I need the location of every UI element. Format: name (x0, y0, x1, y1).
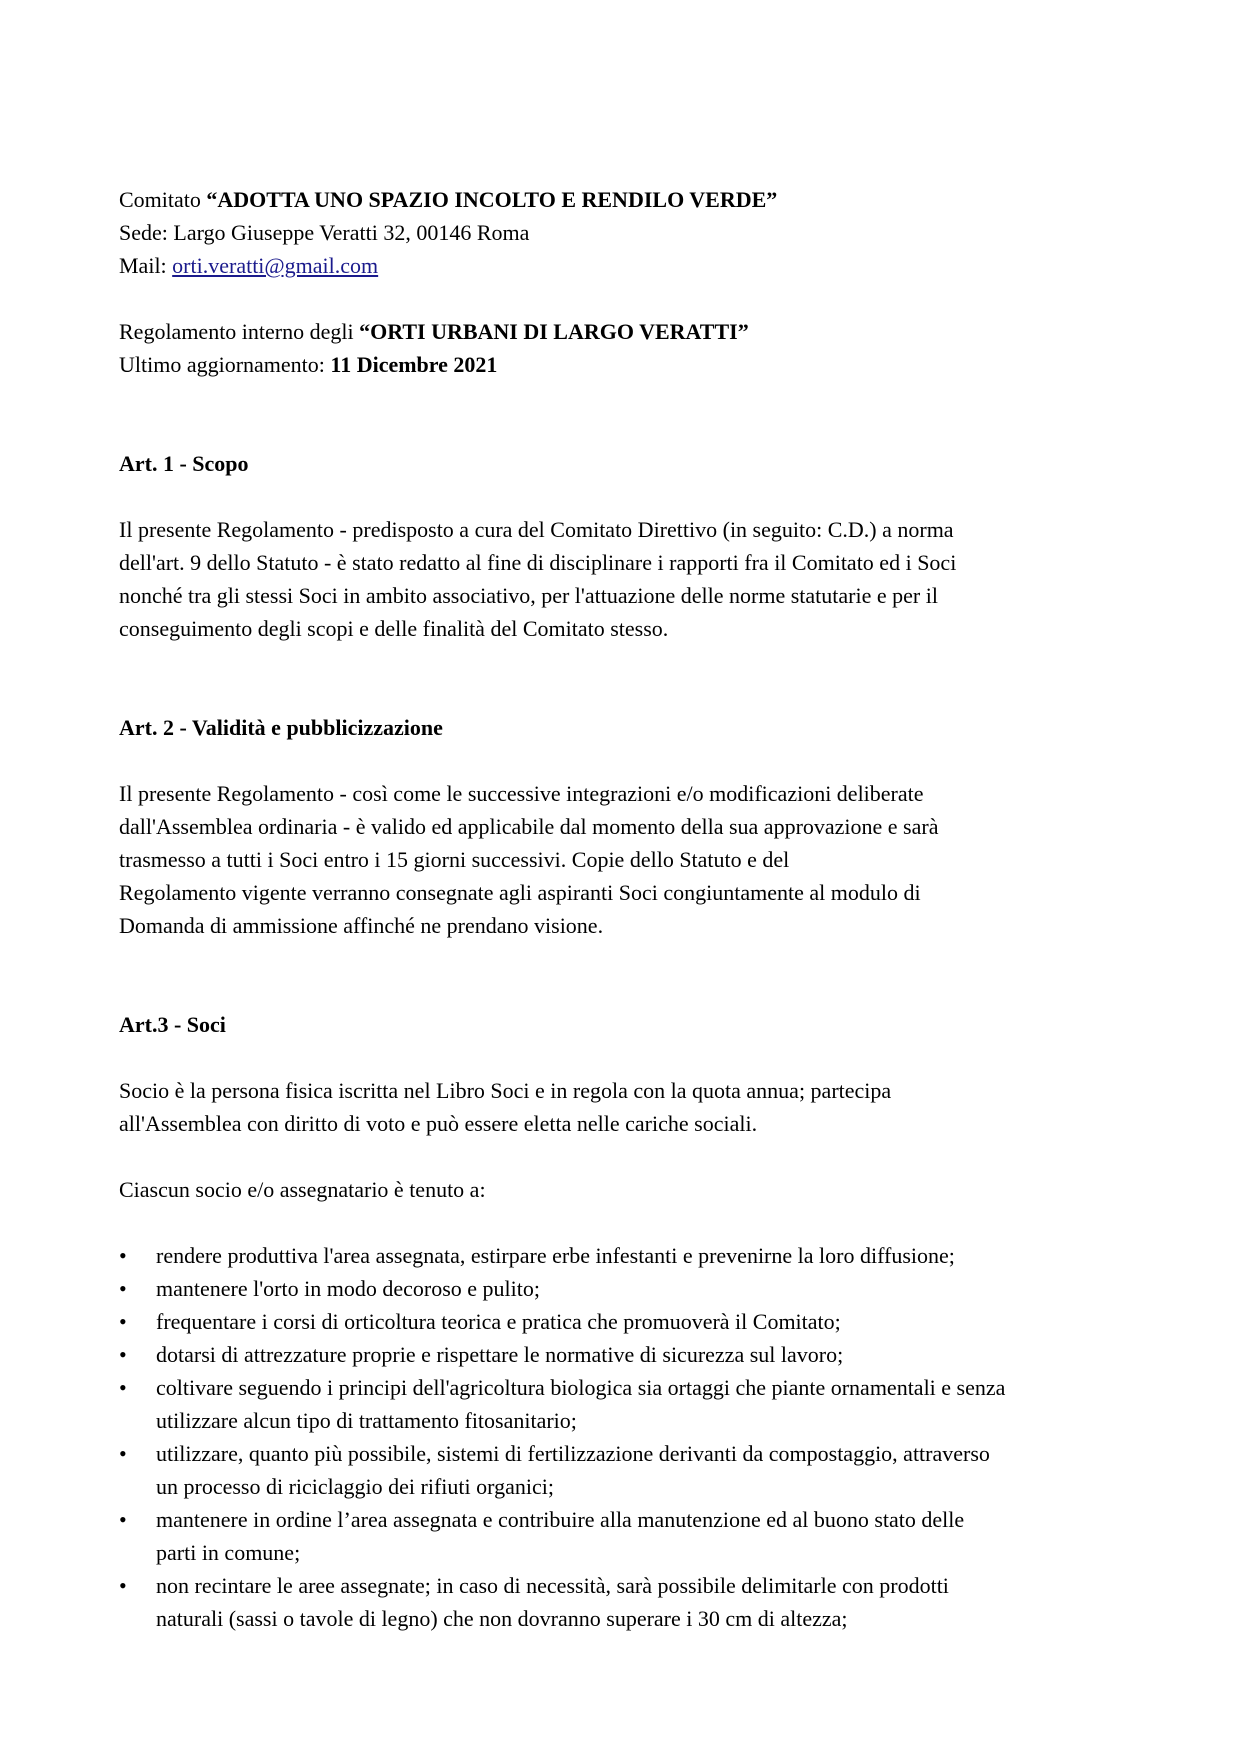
paragraph-line: nonché tra gli stessi Soci in ambito associativo, per l'attuazione delle norme statutarie e per il (119, 583, 938, 608)
regulation-prefix: Regolamento interno degli (119, 319, 360, 344)
list-item (119, 1305, 1139, 1338)
bullet-icon: • (119, 1309, 127, 1334)
regulation-name: “ORTI URBANI DI LARGO VERATTI” (359, 319, 749, 344)
paragraph-line: Il presente Regolamento - così come le successive integrazioni e/o modificazioni deliberate (119, 781, 924, 806)
list-item-line: coltivare seguendo i principi dell'agricoltura biologica sia ortaggi che piante ornamentali e senza (156, 1375, 1006, 1400)
article-3-intro: Ciascun socio e/o assegnatario è tenuto a: (119, 1177, 486, 1202)
article-1 (119, 447, 1139, 645)
list-item (119, 1239, 1139, 1272)
paragraph-line: Domanda di ammissione affinché ne prendano visione. (119, 913, 604, 938)
update-prefix: Ultimo aggiornamento: (119, 352, 331, 377)
article-2-title: Art. 2 - Validità e pubblicizzazione (119, 715, 443, 740)
paragraph-line: dall'Assemblea ordinaria - è valido ed applicabile dal momento della sua approvazione e sarà (119, 814, 939, 839)
mail-line (119, 249, 1139, 282)
bullet-icon: • (119, 1441, 127, 1466)
list-item-line: naturali (sassi o tavole di legno) che non dovranno superare i 30 cm di altezza; (156, 1606, 848, 1631)
bullet-icon: • (119, 1375, 127, 1400)
bullet-icon: • (119, 1243, 127, 1268)
list-item-line: un processo di riciclaggio dei rifiuti organici; (156, 1474, 554, 1499)
committee-line (119, 183, 1139, 216)
article-3-title: Art.3 - Soci (119, 1012, 226, 1037)
list-item-line: mantenere in ordine l’area assegnata e contribuire alla manutenzione ed al buono stato delle (156, 1507, 965, 1532)
article-3-body (119, 1074, 1139, 1140)
paragraph-line: dell'art. 9 dello Statuto - è stato redatto al fine di disciplinare i rapporti fra il Comitato ed i Soci (119, 550, 957, 575)
update-line (119, 348, 1139, 381)
bullet-icon: • (119, 1573, 127, 1598)
paragraph-line: trasmesso a tutti i Soci entro i 15 giorni successivi. Copie dello Statuto e del (119, 847, 790, 872)
list-item-line: parti in comune; (156, 1540, 301, 1565)
article-1-body (119, 513, 1139, 645)
address-line: Sede: Largo Giuseppe Veratti 32, 00146 Roma (119, 220, 530, 245)
paragraph-line: Regolamento vigente verranno consegnate agli aspiranti Soci congiuntamente al modulo di (119, 880, 921, 905)
paragraph-line: conseguimento degli scopi e delle finalità del Comitato stesso. (119, 616, 669, 641)
list-item-line: non recintare le aree assegnate; in caso di necessità, sarà possibile delimitarle con prodotti (156, 1573, 949, 1598)
list-item (119, 1338, 1139, 1371)
committee-prefix: Comitato (119, 187, 207, 212)
article-2-body (119, 777, 1139, 942)
list-item-line: rendere produttiva l'area assegnata, estirpare erbe infestanti e prevenirne la loro diffusione; (156, 1243, 955, 1268)
list-item-line: utilizzare, quanto più possibile, sistemi di fertilizzazione derivanti da compostaggio, attraverso (156, 1441, 990, 1466)
bullet-icon: • (119, 1507, 127, 1532)
list-item-line: dotarsi di attrezzature proprie e rispettare le normative di sicurezza sul lavoro; (156, 1342, 844, 1367)
list-item (119, 1503, 1139, 1569)
regulation-line (119, 315, 1139, 348)
article-3 (119, 1008, 1139, 1635)
obligations-list (119, 1239, 1139, 1635)
mail-link[interactable]: orti.veratti@gmail.com (172, 253, 379, 278)
document-page (119, 183, 1139, 1635)
mail-prefix: Mail: (119, 253, 173, 278)
list-item-line: mantenere l'orto in modo decoroso e pulito; (156, 1276, 540, 1301)
committee-name: “ADOTTA UNO SPAZIO INCOLTO E RENDILO VERDE” (206, 187, 778, 212)
list-item-line: utilizzare alcun tipo di trattamento fitosanitario; (156, 1408, 577, 1433)
list-item-line: frequentare i corsi di orticoltura teorica e pratica che promuoverà il Comitato; (156, 1309, 841, 1334)
paragraph-line: Socio è la persona fisica iscritta nel Libro Soci e in regola con la quota annua; partecipa (119, 1078, 892, 1103)
header-block (119, 183, 1139, 381)
list-item (119, 1272, 1139, 1305)
update-date: 11 Dicembre 2021 (330, 352, 498, 377)
paragraph-line: Il presente Regolamento - predisposto a cura del Comitato Direttivo (in seguito: C.D.) a norma (119, 517, 954, 542)
article-1-title: Art. 1 - Scopo (119, 451, 249, 476)
list-item (119, 1569, 1139, 1635)
article-2 (119, 711, 1139, 942)
bullet-icon: • (119, 1276, 127, 1301)
paragraph-line: all'Assemblea con diritto di voto e può essere eletta nelle cariche sociali. (119, 1111, 758, 1136)
bullet-icon: • (119, 1342, 127, 1367)
list-item (119, 1437, 1139, 1503)
list-item (119, 1371, 1139, 1437)
